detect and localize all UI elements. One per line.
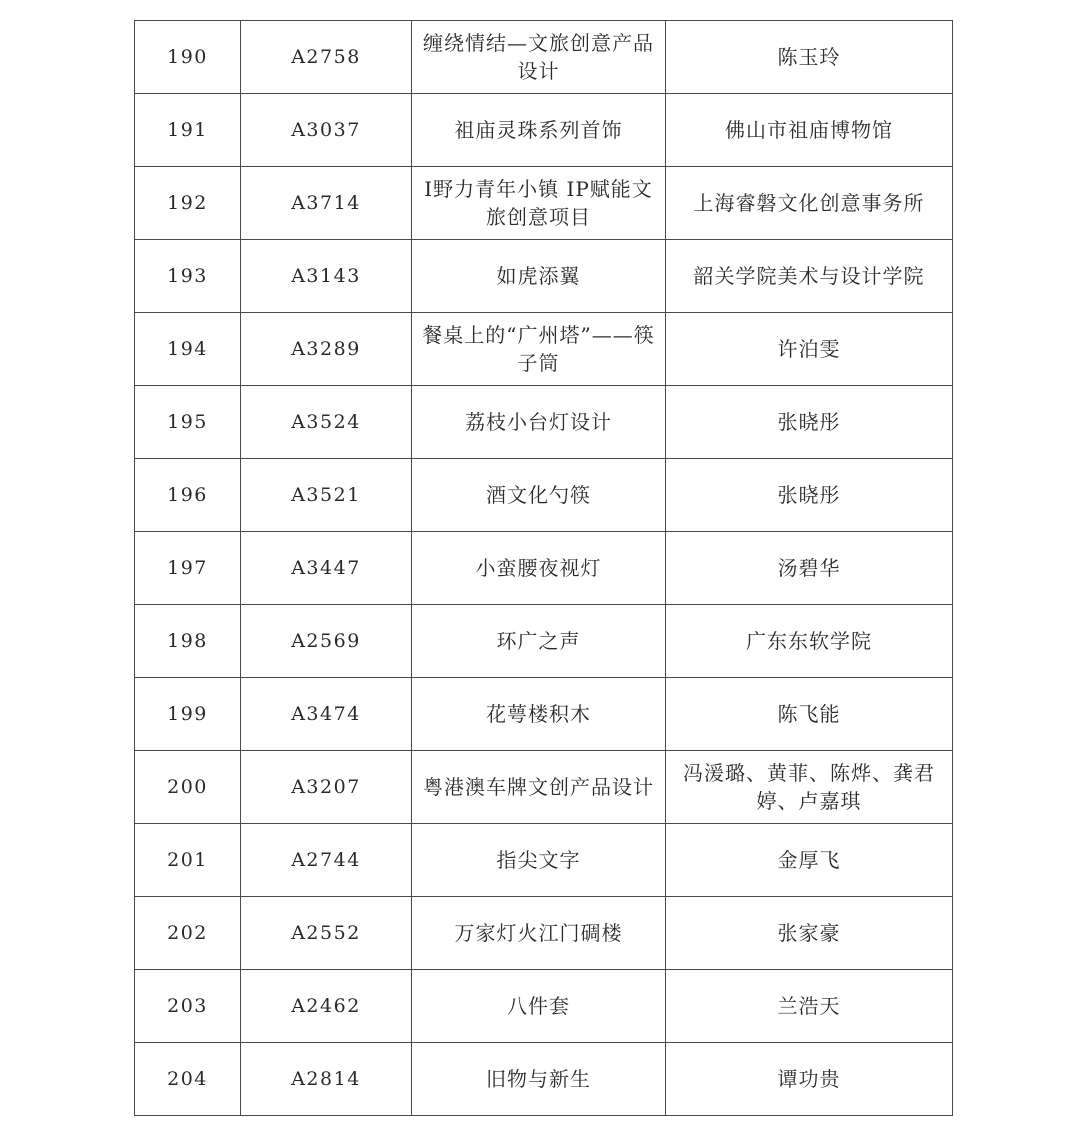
row-number: 199 xyxy=(135,678,241,751)
table-row xyxy=(135,605,953,678)
entry-author: 上海睿磐文化创意事务所 xyxy=(666,167,953,240)
row-number: 191 xyxy=(135,94,241,167)
entry-title: 花萼楼积木 xyxy=(412,678,666,751)
entry-author: 许泊雯 xyxy=(666,313,953,386)
row-number: 193 xyxy=(135,240,241,313)
row-number: 200 xyxy=(135,751,241,824)
table-row xyxy=(135,751,953,824)
table-row xyxy=(135,678,953,751)
entry-code: A3521 xyxy=(241,459,412,532)
entry-code: A3207 xyxy=(241,751,412,824)
entry-author: 张家豪 xyxy=(666,897,953,970)
entry-code: A3714 xyxy=(241,167,412,240)
row-number: 194 xyxy=(135,313,241,386)
row-number: 196 xyxy=(135,459,241,532)
table-row xyxy=(135,313,953,386)
row-number: 192 xyxy=(135,167,241,240)
row-number: 195 xyxy=(135,386,241,459)
table-row xyxy=(135,459,953,532)
entry-title: 万家灯火江门碉楼 xyxy=(412,897,666,970)
entry-author: 张晓彤 xyxy=(666,459,953,532)
table-row xyxy=(135,240,953,313)
row-number: 204 xyxy=(135,1043,241,1116)
entry-code: A3474 xyxy=(241,678,412,751)
entry-code: A3524 xyxy=(241,386,412,459)
entry-code: A2744 xyxy=(241,824,412,897)
table-row xyxy=(135,386,953,459)
table-row xyxy=(135,1043,953,1116)
entry-author: 张晓彤 xyxy=(666,386,953,459)
entry-title: 小蛮腰夜视灯 xyxy=(412,532,666,605)
entry-title: 指尖文字 xyxy=(412,824,666,897)
entry-code: A2758 xyxy=(241,21,412,94)
entry-code: A3143 xyxy=(241,240,412,313)
entry-title: 缠绕情结—文旅创意产品设计 xyxy=(412,21,666,94)
table-row xyxy=(135,532,953,605)
entry-author: 金厚飞 xyxy=(666,824,953,897)
entry-code: A3037 xyxy=(241,94,412,167)
table-row xyxy=(135,824,953,897)
entry-code: A2552 xyxy=(241,897,412,970)
row-number: 190 xyxy=(135,21,241,94)
row-number: 203 xyxy=(135,970,241,1043)
entry-title: 八件套 xyxy=(412,970,666,1043)
row-number: 202 xyxy=(135,897,241,970)
table-body xyxy=(135,21,953,1116)
entry-code: A3289 xyxy=(241,313,412,386)
table-row xyxy=(135,94,953,167)
entry-author: 韶关学院美术与设计学院 xyxy=(666,240,953,313)
entry-title: 如虎添翼 xyxy=(412,240,666,313)
entry-title: 酒文化勺筷 xyxy=(412,459,666,532)
award-list-table xyxy=(134,20,953,1116)
row-number: 197 xyxy=(135,532,241,605)
table-row xyxy=(135,897,953,970)
entry-title: I野力青年小镇 IP赋能文旅创意项目 xyxy=(412,167,666,240)
entry-author: 汤碧华 xyxy=(666,532,953,605)
entry-code: A2569 xyxy=(241,605,412,678)
row-number: 198 xyxy=(135,605,241,678)
row-number: 201 xyxy=(135,824,241,897)
table-row xyxy=(135,970,953,1043)
entry-title: 粤港澳车牌文创产品设计 xyxy=(412,751,666,824)
entry-title: 环广之声 xyxy=(412,605,666,678)
table-row xyxy=(135,21,953,94)
entry-author: 佛山市祖庙博物馆 xyxy=(666,94,953,167)
entry-title: 餐桌上的“广州塔”——筷子筒 xyxy=(412,313,666,386)
entry-author: 谭功贵 xyxy=(666,1043,953,1116)
entry-author: 兰浩天 xyxy=(666,970,953,1043)
entry-author: 广东东软学院 xyxy=(666,605,953,678)
entry-author: 陈玉玲 xyxy=(666,21,953,94)
entry-code: A2462 xyxy=(241,970,412,1043)
entry-code: A3447 xyxy=(241,532,412,605)
entry-author: 陈飞能 xyxy=(666,678,953,751)
entry-title: 荔枝小台灯设计 xyxy=(412,386,666,459)
entry-code: A2814 xyxy=(241,1043,412,1116)
entry-title: 祖庙灵珠系列首饰 xyxy=(412,94,666,167)
table-row xyxy=(135,167,953,240)
entry-title: 旧物与新生 xyxy=(412,1043,666,1116)
entry-author: 冯湲璐、黄菲、陈烨、龚君婷、卢嘉琪 xyxy=(666,751,953,824)
